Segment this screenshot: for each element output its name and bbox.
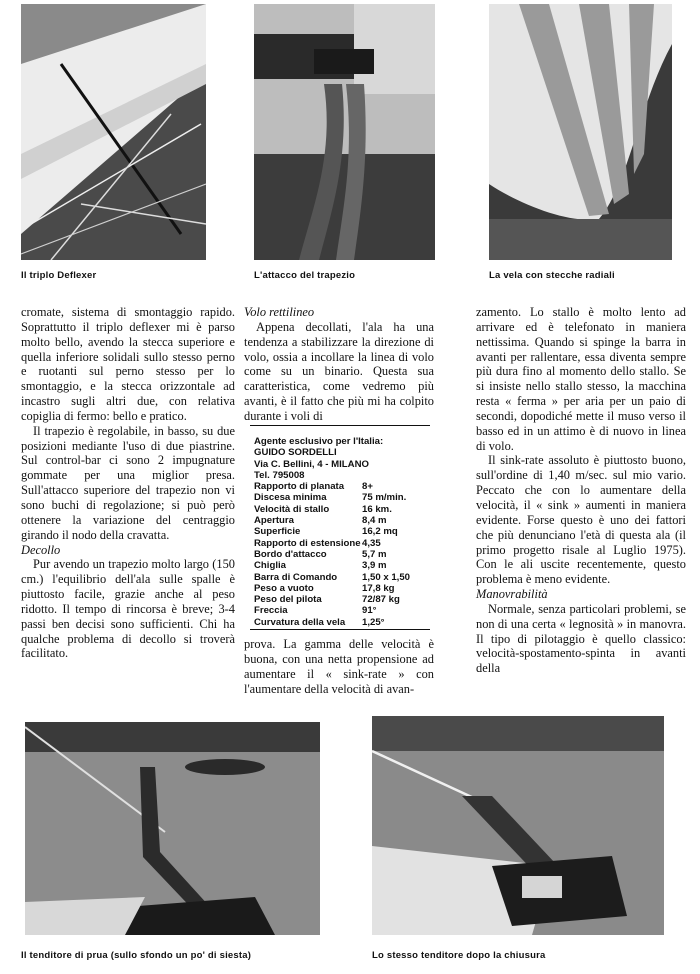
paragraph: cromate, sistema di smontaggio rapido. Soprattutto il triplo deflexer mi è parso molto bello, avendo la stecca superiore e quella inferiore solidali sullo stesso perno e ruotanti sul perno stesso per lo smontaggio, e la stecca orizzontale ad incastro sugli altri due, con relativa copiglia di fermo: bello e pratico. — [21, 305, 235, 423]
paragraph: Il sink-rate assoluto è piuttosto buono, sull'ordine di 1,40 m/sec. sul mio vario. Peccato che con lo aumentare della velocità, il « sink » aumenti in maniera evidente. Forse questo è uno dei fattori che più denunciano l'età di questa ala (il primo progetto risale al Luglio 1975). Con le ali uscite recentemente, questo problema è meno evidente. — [476, 453, 686, 587]
caption-bottom-right: Lo stesso tenditore dopo la chiusura — [372, 950, 546, 961]
text-column-3 — [476, 305, 686, 676]
paragraph: prova. La gamma delle velocità è buona, con una netta propensione ad aumentare il « sink-rate » con l'aumentare della velocità di avan- — [244, 637, 434, 696]
section-heading: Manovrabilità — [476, 587, 548, 602]
caption-top-right: La vela con stecche radiali — [489, 270, 615, 281]
spec-row: Curvatura della vela 1,25° — [254, 616, 385, 628]
spec-row: Peso del pilota 72/87 kg — [254, 594, 400, 606]
spec-row: Freccia 91° — [254, 605, 377, 617]
spec-agent-phone: Tel. 795008 — [254, 469, 305, 481]
photo-nose-tensioner — [25, 722, 320, 935]
paragraph: Normale, senza particolari problemi, se non di una certa « legnosità » in manovra. Il tipo di pilotaggio è quello classico: velocità-spostamento-spinta in avanti della — [476, 601, 686, 676]
spec-agent-label: Agente esclusivo per l'Italia: — [254, 436, 384, 447]
photo-triple-deflexer — [21, 4, 206, 260]
paragraph: Il trapezio è regolabile, in basso, su due posizioni mediante l'uso di due piastrine. Sul control-bar ci sono 2 impugnature gommate per una miglior presa. Sull'attacco superiore del trapezio non vi sono buchi di regolazione; si può però ottenere la variazione del centraggio girando il nodo della cravatta. — [21, 423, 235, 542]
paragraph: Appena decollati, l'ala ha una tendenza a stabilizzare la direzione di volo, ossia a incollare la linea di volo come su un binario. Questa sua caratteristica, come vedremo più avanti, è il fatto che più mi ha colpito durante i voli di — [244, 319, 434, 423]
spec-row: Velocità di stallo 16 km. — [254, 503, 392, 515]
section-heading: Decollo — [21, 542, 61, 557]
spec-row: Apertura 8,4 m — [254, 515, 387, 527]
text-column-1 — [21, 305, 235, 661]
caption-top-center: L'attacco del trapezio — [254, 270, 356, 281]
spec-row: Peso a vuoto 17,8 kg — [254, 582, 395, 594]
spec-box — [250, 425, 430, 630]
text-column-2-continued — [244, 637, 434, 696]
text-column-2 — [244, 305, 434, 424]
spec-row: Rapporto di estensione 4,35 — [254, 537, 381, 549]
spec-agent-address: Via C. Bellini, 4 - MILANO — [254, 458, 369, 470]
photo-tensioner-closed — [372, 716, 664, 935]
photo-radial-battens — [489, 4, 672, 260]
spec-row: Discesa minima 75 m/min. — [254, 492, 407, 504]
spec-row: Superficie 16,2 mq — [254, 526, 398, 538]
caption-bottom-left: Il tenditore di prua (sullo sfondo un po' di siesta) — [21, 950, 252, 961]
caption-top-left: Il triplo Deflexer — [21, 270, 97, 281]
spec-row: Bordo d'attacco 5,7 m — [254, 548, 387, 560]
section-heading: Volo rettilineo — [244, 305, 315, 319]
paragraph: Pur avendo un trapezio molto largo (150 cm.) l'equilibrio dell'ala sulle spalle è piuttosto facile, grazie anche al peso ridotto. Il tempo di rincorsa è breve; 3-4 passi ben decisi sono sufficienti. Chi ha qualche problema di decollo si troverà facilitato. — [21, 557, 235, 661]
spec-row: Chiglia 3,9 m — [254, 560, 387, 572]
photo-trapeze-attachment — [254, 4, 435, 260]
spec-agent-name: GUIDO SORDELLI — [254, 447, 337, 459]
spec-row: Rapporto di planata 8+ — [254, 481, 373, 493]
spec-row: Barra di Comando 1,50 x 1,50 — [254, 571, 411, 583]
paragraph: zamento. Lo stallo è molto lento ad arrivare ed è telefonato in maniera nettissima. Quando si spinge la barra in avanti per rallentare, essa diventa sempre più dura fino al momento dello stallo. Se si insiste nello stallo stesso, la macchina resta « ferma » per aria per un paio di secondi, dopodiché mette il muso verso il basso ed in un attimo è di nuovo in linea di volo. — [476, 305, 686, 453]
